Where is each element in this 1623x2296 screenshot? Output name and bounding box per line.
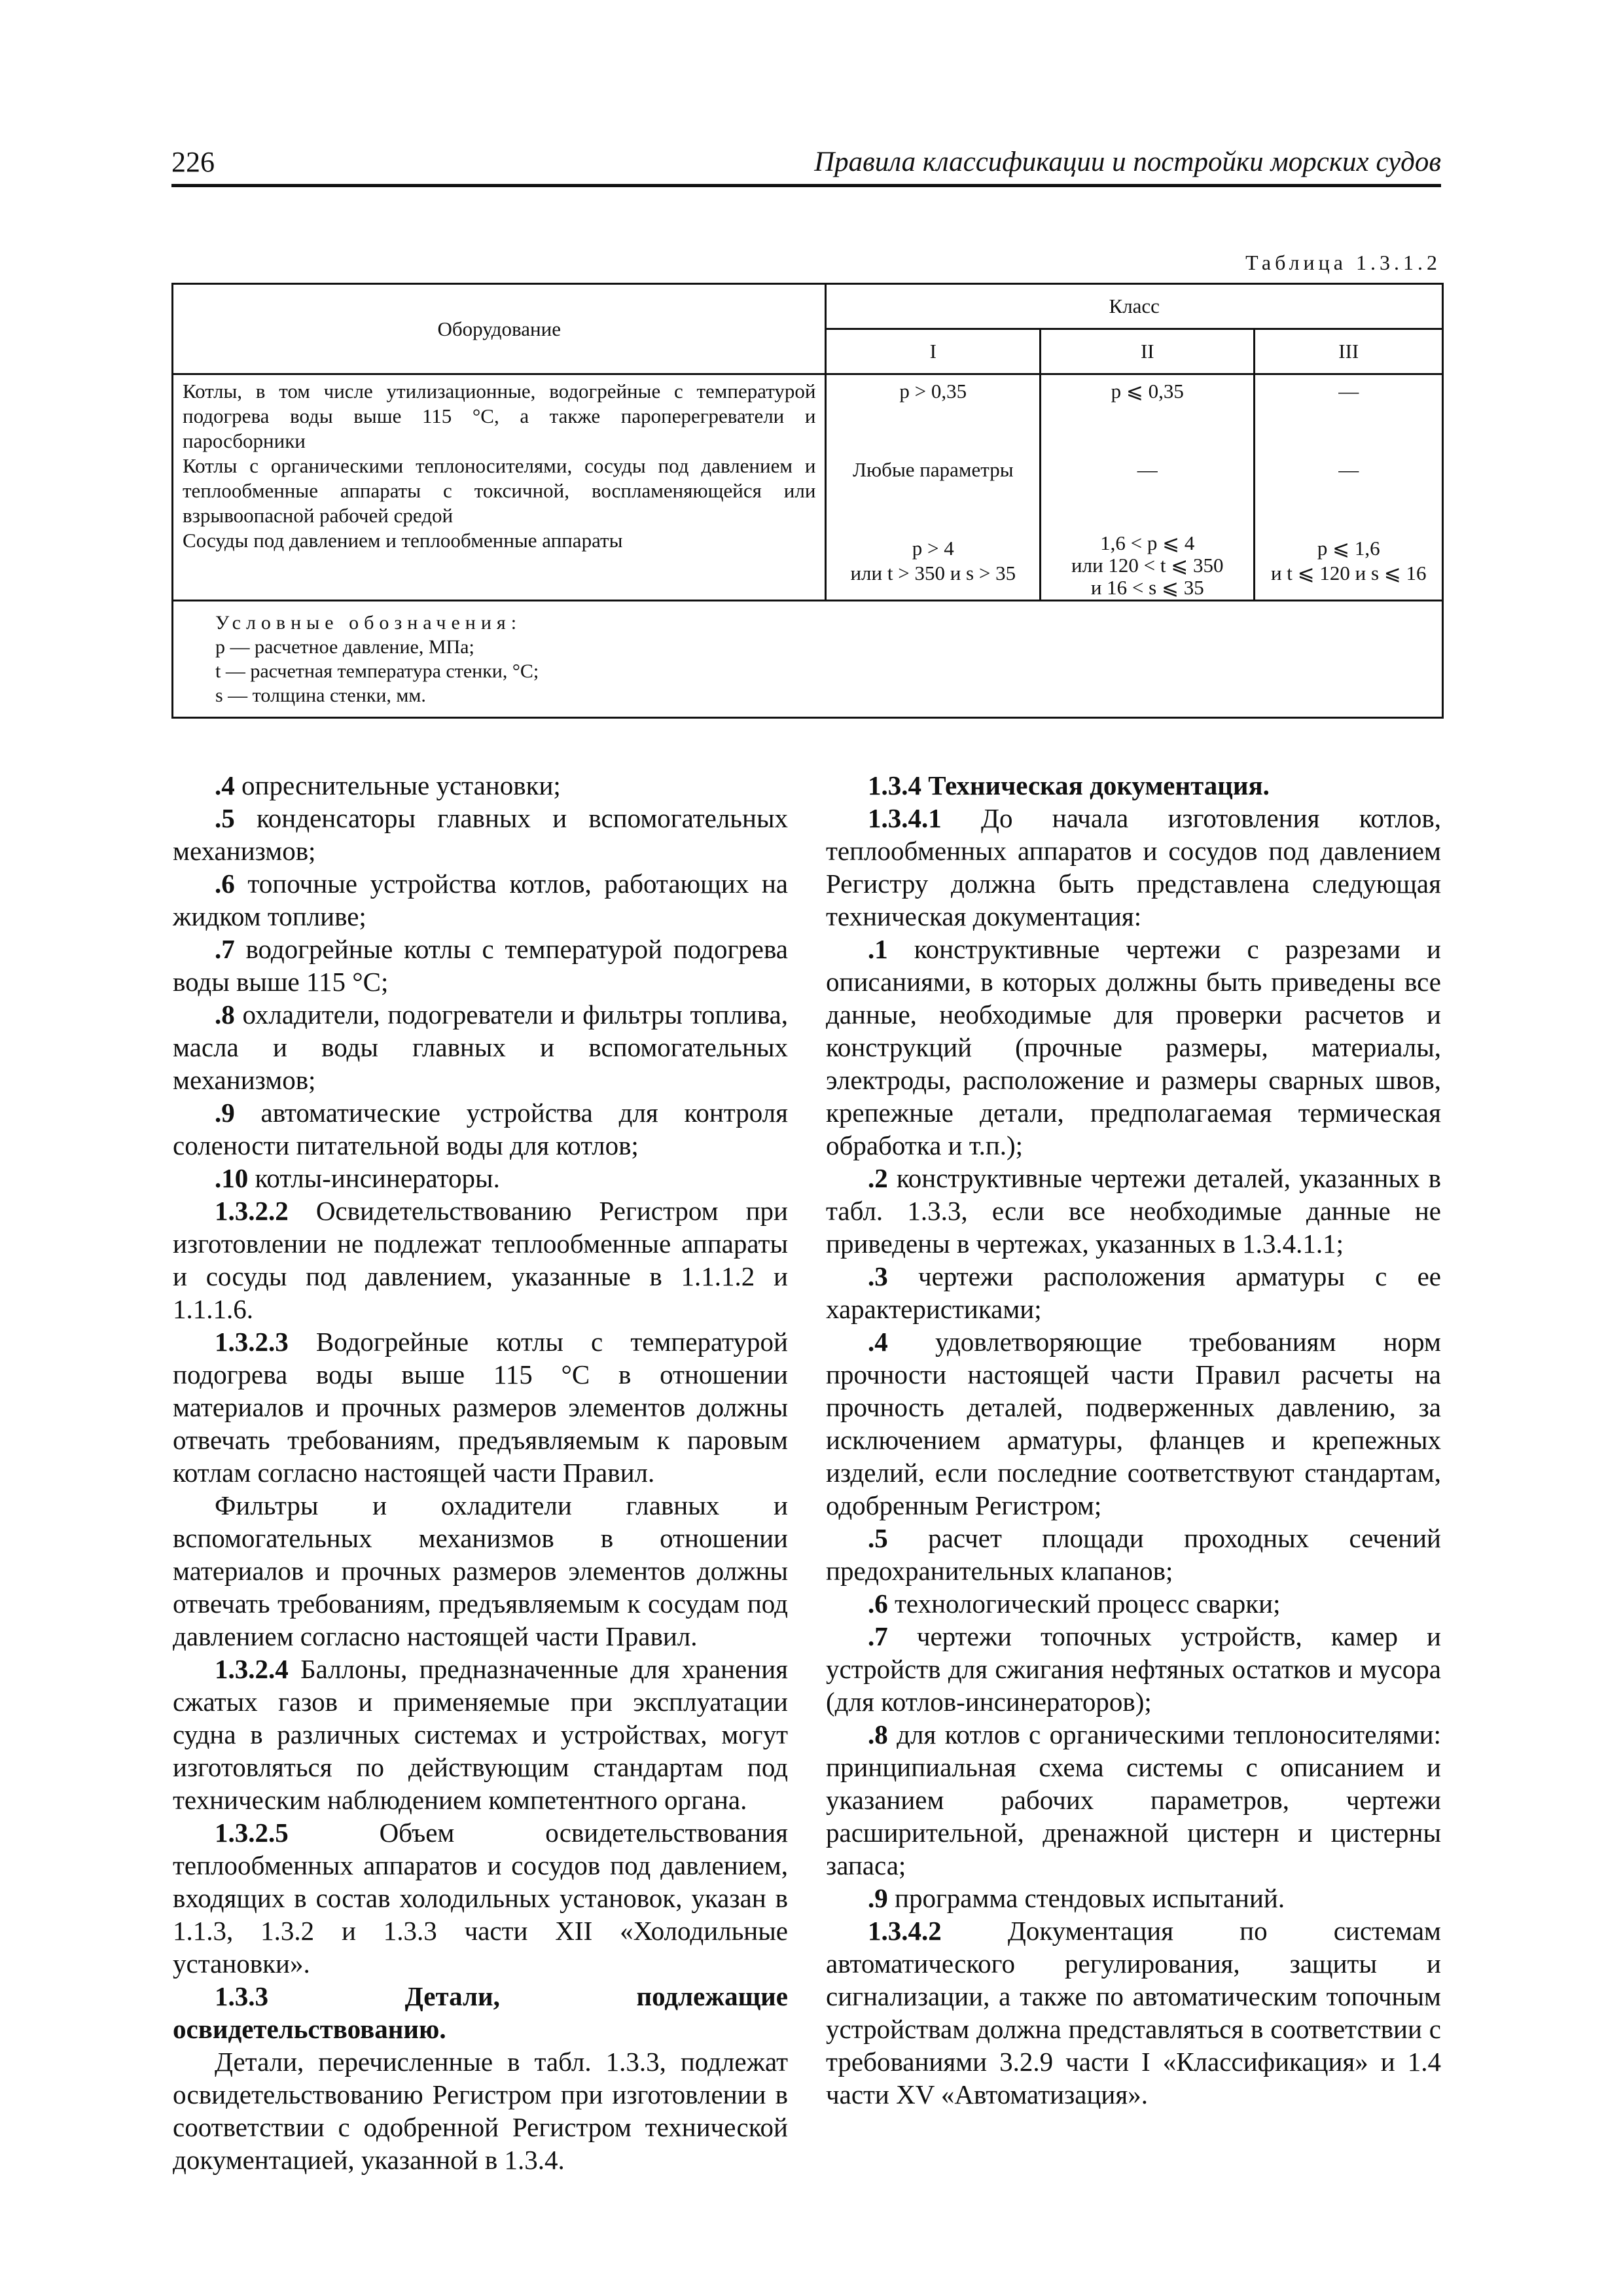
list-item: .2 конструктивные чертежи деталей, указанных в табл. 1.3.3, если все необходимые данные не приведены в чертежах, указанных в 1.3.4.1.1;	[826, 1163, 1441, 1259]
row-2-class-2: —	[1137, 458, 1158, 481]
class-3-cell	[1255, 374, 1443, 601]
legend-item: t — расчетная температура стенки, °С;	[215, 660, 539, 682]
list-item: .4 опреснительные установки;	[215, 770, 561, 800]
row-2-class-1: Любые параметры	[853, 458, 1014, 481]
equipment-class-table	[171, 283, 1444, 719]
paragraph: 1.3.4.1 До начала изготовления котлов, теплообменных аппаратов и сосудов под давлением Регистру должна быть представлена следующая техническая документация:	[826, 803, 1441, 931]
paragraph: 1.3.2.3 Водогрейные котлы с температурой подогрева воды выше 115 °С в отношении материалов и прочных размеров элементов должны отвечать требованиям, предъявляемым к паровым котлам согласно настоящей части Правил.	[173, 1327, 788, 1488]
paragraph: 1.3.2.5 Объем освидетельствования теплообменных аппаратов и сосудов под давлением, входящих в состав холодильных установок, указан в 1.1.3, 1.3.2 и 1.3.3 части XII «Холодильные установки».	[173, 1818, 788, 1979]
legend-item: s — толщина стенки, мм.	[215, 685, 426, 706]
row-3-class-3-line: p ⩽ 1,6	[1317, 537, 1380, 560]
list-item: .7 чертежи топочных устройств, камер и устройств для сжигания нефтяных остатков и мусора (для котлов-инсинераторов);	[826, 1621, 1441, 1717]
left-column	[173, 769, 788, 2176]
legend-item: p — расчетное давление, МПа;	[215, 636, 474, 658]
list-item: .3 чертежи расположения арматуры с ее характеристиками;	[826, 1261, 1441, 1324]
row-3-class-2	[1042, 532, 1253, 599]
section-heading: 1.3.3 Детали, подлежащие освидетельствованию.	[173, 1981, 788, 2044]
equipment-row-3: Сосуды под давлением и теплообменные аппараты	[183, 529, 623, 552]
page-header	[171, 145, 1441, 183]
row-3-class-1-line: p > 4	[912, 537, 954, 560]
page-number: 226	[171, 146, 215, 178]
equipment-cell	[173, 374, 826, 601]
row-3-class-1	[827, 532, 1039, 586]
list-item: .5 расчет площади проходных сечений предохранительных клапанов;	[826, 1523, 1441, 1586]
header-class-3: III	[1255, 329, 1443, 374]
list-item: .10 котлы-инсинераторы.	[215, 1163, 500, 1193]
list-item: .8 для котлов с органическими теплоносителями: принципиальная схема системы с описанием и указанием рабочих параметров, чертежи расширительной, дренажной цистерн и цистерны запаса;	[826, 1719, 1441, 1880]
equipment-row-2: Котлы с органическими теплоносителями, сосуды под давлением и теплообменные аппараты с токсичной, воспламеняющейся или взрывоопасной рабочей средой	[183, 454, 816, 527]
row-2-class-3: —	[1338, 458, 1359, 481]
right-column	[826, 769, 1441, 2111]
row-1-class-2: p ⩽ 0,35	[1111, 380, 1184, 403]
legend-row	[173, 601, 1443, 718]
legend-cell	[173, 601, 1443, 718]
list-item: .5 конденсаторы главных и вспомогательных механизмов;	[173, 803, 788, 866]
table-header-row	[173, 284, 1443, 329]
row-3-class-2-line: или 120 < t ⩽ 350	[1071, 554, 1224, 577]
class-1-cell	[826, 374, 1041, 601]
row-3-class-3-line: и t ⩽ 120 и s ⩽ 16	[1270, 562, 1427, 584]
paragraph: 1.3.2.2 Освидетельствованию Регистром при изготовлении не подлежат теплообменные аппараты и сосуды под давлением, указанные в 1.1.1.2 и 1.1.1.6.	[173, 1196, 788, 1324]
section-heading: 1.3.4 Техническая документация.	[868, 770, 1270, 800]
header-class-1: I	[826, 329, 1041, 374]
running-title: Правила классификации и постройки морских судов	[814, 147, 1441, 177]
table-caption: Таблица 1.3.1.2	[1245, 251, 1441, 274]
list-item: .6 топочные устройства котлов, работающих на жидком топливе;	[173, 869, 788, 931]
paragraph: 1.3.4.2 Документация по системам автоматического регулирования, защиты и сигнализации, а также по автоматическим топочным устройствам должна представляться в соответствии с требованиями 3.2.9 части I «Классификация» и 1.4 части XV «Автоматизация».	[826, 1916, 1441, 2109]
row-1-class-1: p > 0,35	[899, 380, 967, 403]
class-2-cell	[1041, 374, 1255, 601]
list-item: .9 автоматические устройства для контроля солености питательной воды для котлов;	[173, 1098, 788, 1160]
paragraph: Фильтры и охладители главных и вспомогательных механизмов в отношении материалов и прочных размеров элементов должны отвечать требованиям, предъявляемым к сосудам под давлением согласно настоящей части Правил.	[173, 1490, 788, 1651]
header-rule	[171, 184, 1441, 187]
row-1-class-3: —	[1338, 380, 1359, 403]
paragraph: 1.3.2.4 Баллоны, предназначенные для хранения сжатых газов и применяемые при эксплуатации судна в различных системах и устройствах, могут изготовляться по действующим стандартам под техническим наблюдением компетентного органа.	[173, 1654, 788, 1815]
header-equipment: Оборудование	[173, 284, 826, 374]
list-item: .4 удовлетворяющие требованиям норм прочности настоящей части Правил расчеты на прочность деталей, подверженных давлению, за исключением арматуры, фланцев и крепежных изделий, если последние соответствуют стандартам, одобренным Регистром;	[826, 1327, 1441, 1520]
list-item: .9 программа стендовых испытаний.	[868, 1883, 1285, 1913]
header-class: Класс	[826, 284, 1443, 329]
row-3-class-1-line: или t > 350 и s > 35	[850, 562, 1016, 584]
table-row	[173, 374, 1443, 601]
row-3-class-2-line: 1,6 < p ⩽ 4	[1100, 531, 1195, 554]
list-item: .6 технологический процесс сварки;	[868, 1588, 1281, 1619]
row-3-class-3	[1256, 532, 1441, 586]
row-3-class-2-line: и 16 < s ⩽ 35	[1090, 576, 1204, 599]
header-class-2: II	[1041, 329, 1255, 374]
legend-title: Условные обозначения:	[215, 612, 522, 634]
equipment-row-1: Котлы, в том числе утилизационные, водогрейные с температурой подогрева воды выше 115 °С, а также пароперегреватели и паросборники	[183, 380, 816, 452]
list-item: .8 охладители, подогреватели и фильтры топлива, масла и воды главных и вспомогательных механизмов;	[173, 999, 788, 1095]
paragraph: Детали, перечисленные в табл. 1.3.3, подлежат освидетельствованию Регистром при изготовлении в соответствии с одобренной Регистром технической документацией, указанной в 1.3.4.	[173, 2047, 788, 2175]
list-item: .7 водогрейные котлы с температурой подогрева воды выше 115 °С;	[173, 934, 788, 997]
list-item: .1 конструктивные чертежи с разрезами и описаниями, в которых должны быть приведены все данные, необходимые для проверки расчетов и конструкций (прочные размеры, материалы, электроды, расположение и размеры сварных швов, крепежные детали, предполагаемая термическая обработка и т.п.);	[826, 934, 1441, 1160]
